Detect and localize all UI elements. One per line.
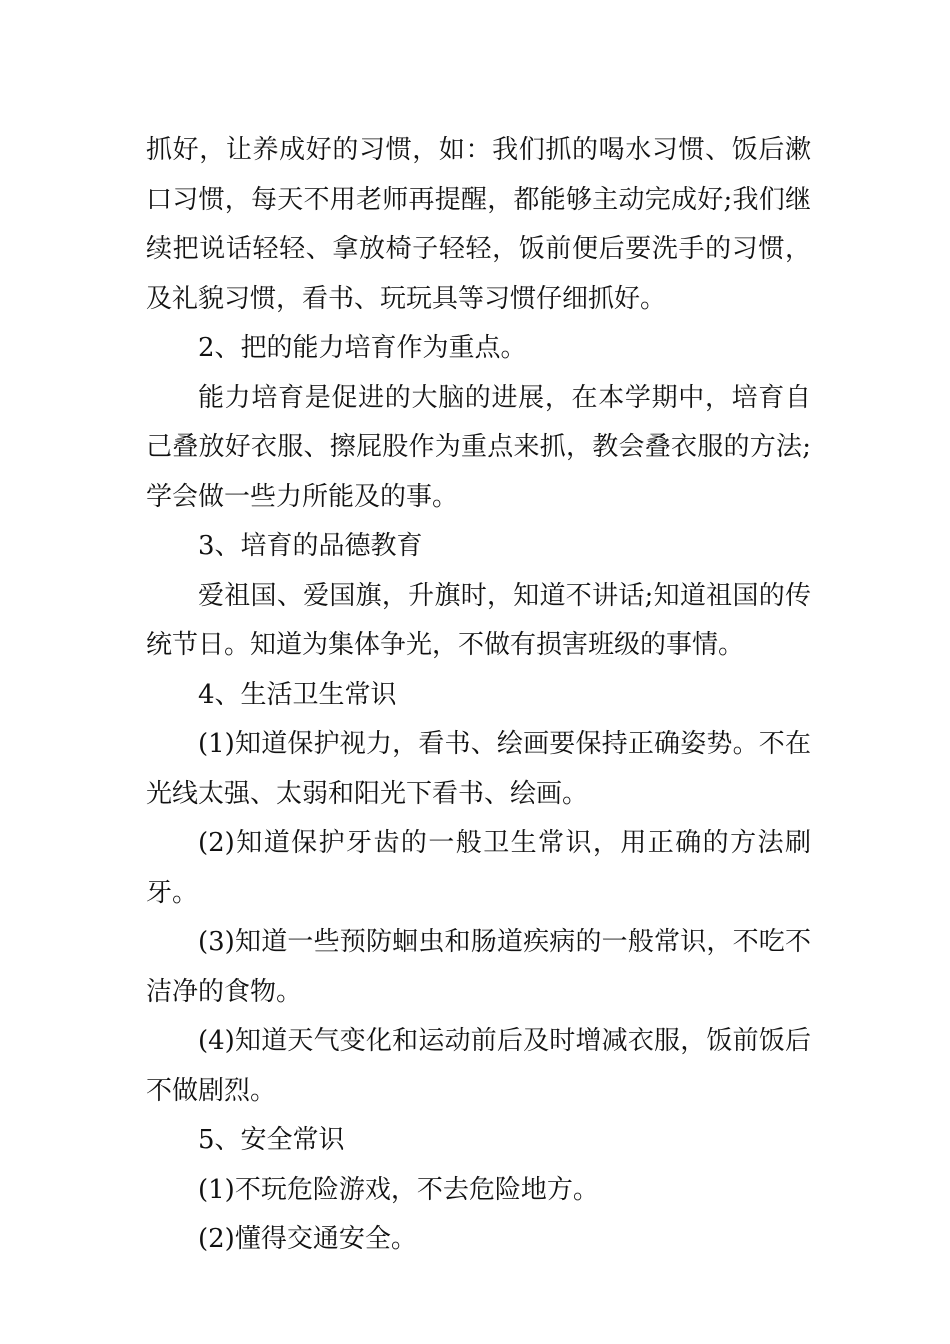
heading-moral-education: 3、培育的品德教育 [198, 531, 423, 561]
paragraph-moral-education: 爱祖国、爱国旗，升旗时，知道不讲话;知道祖国的传统节日。知道为集体争光，不做有损害班级的事情。 [146, 580, 811, 660]
heading-ability-training: 2、把的能力培育作为重点。 [198, 333, 527, 363]
list-item-hygiene-2: (2)知道保护牙齿的一般卫生常识，用正确的方法刷牙。 [146, 828, 811, 908]
list-item-hygiene-3: (3)知道一些预防蛔虫和肠道疾病的一般常识，不吃不洁净的食物。 [146, 927, 811, 1007]
list-item-safety-2: (2)懂得交通安全。 [198, 1224, 417, 1254]
heading-safety-knowledge: 5、安全常识 [198, 1125, 345, 1155]
paragraph-habits-continued: 抓好，让养成好的习惯，如：我们抓的喝水习惯、饭后漱口习惯，每天不用老师再提醒，都能够主动完成好;我们继续把说话轻轻、拿放椅子轻轻，饭前便后要洗手的习惯，及礼貌习惯，看书、玩玩具等习惯仔细抓好。 [146, 135, 811, 314]
list-item-hygiene-1: (1)知道保护视力，看书、绘画要保持正确姿势。不在光线太强、太弱和阳光下看书、绘画。 [146, 729, 811, 809]
list-item-hygiene-4: (4)知道天气变化和运动前后及时增减衣服，饭前饭后不做剧烈。 [146, 1026, 811, 1106]
paragraph-ability-training: 能力培育是促进的大脑的进展，在本学期中，培育自己叠放好衣服、擦屁股作为重点来抓，教会叠衣服的方法;学会做一些力所能及的事。 [146, 382, 811, 512]
document-body [146, 126, 811, 1265]
heading-hygiene-knowledge: 4、生活卫生常识 [198, 679, 397, 710]
list-item-safety-1: (1)不玩危险游戏，不去危险地方。 [198, 1174, 599, 1205]
